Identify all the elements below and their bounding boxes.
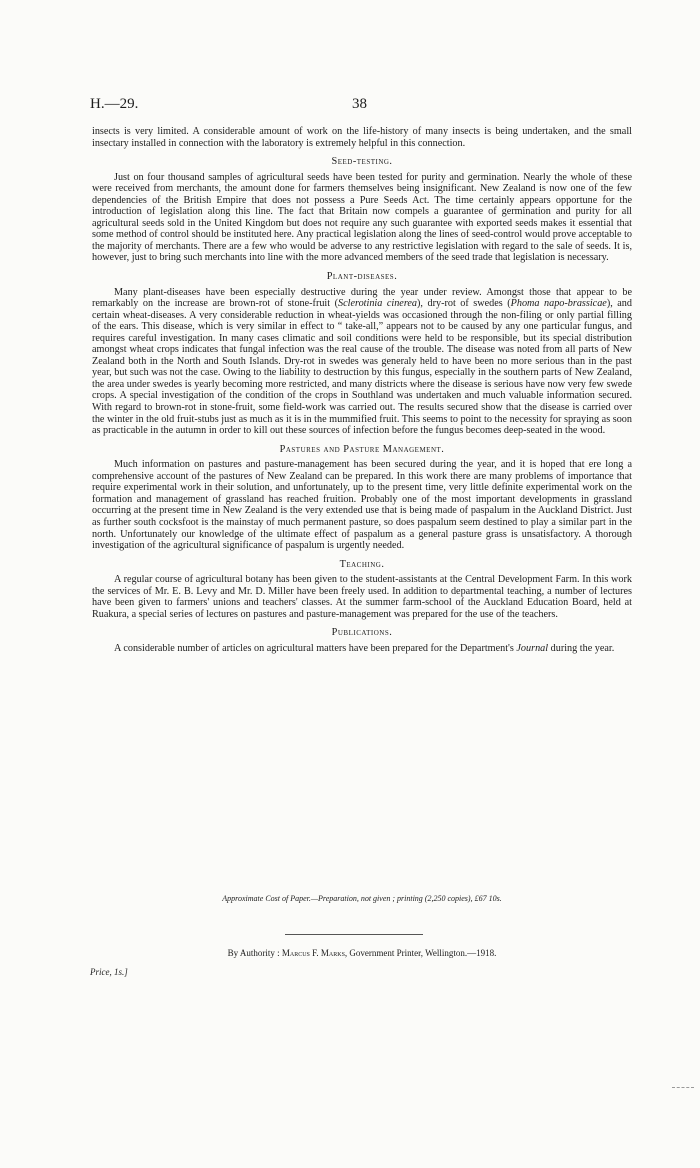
plant-diseases-text-2: ), dry-rot of swedes ( bbox=[417, 298, 511, 310]
sclerotinia-name: Sclerotinia cinerea bbox=[338, 298, 418, 310]
section-heading-plant-diseases: Plant-diseases. bbox=[326, 271, 398, 283]
page-header bbox=[90, 96, 630, 116]
scan-edge-mark bbox=[672, 1087, 694, 1088]
cost-text: —Preparation, not given ; printing (2,250 copies), £67 10s. bbox=[310, 894, 502, 903]
section-heading-publications: Publications. bbox=[331, 627, 393, 639]
publications-text-2: during the year. bbox=[548, 642, 615, 654]
intro-paragraph: insects is very limited. A considerable amount of work on the life-history of many insects is being undertaken, and the small insectary installed in connection with the laboratory is extremely helpful in this connection. bbox=[92, 126, 632, 149]
printer-name: Marcus F. Marks bbox=[281, 948, 345, 958]
section-heading-pastures: Pastures and Pasture Management. bbox=[279, 443, 445, 455]
page-number: 38 bbox=[352, 96, 367, 112]
plant-diseases-text-3: ), and certain wheat-diseases. A very considerable reduction in wheat-yields was occasioned through the non-filing or only partial filling of the ears. This disease, which is very similar in effect to “ take-all,” appears not to be caused by any one particular fungus, and requires careful investigation. In many cases climatic and soil conditions were held to be responsible, but its special distribution amongst wheat crops indicates that fungal infection was the real cause of the trouble. The disease was noted from all parts of New Zealand both in the North and South Islands. Dry-rot in swedes was generaly held to have been no more serious than in the past year, but such was not the case. Owing to the liability to destruction by this fungus, especially in the southern parts of New Zealand, the area under swedes is yearly becoming more restricted, and many districts where the disease is serious have now very few swede crops. A special investigation of the condition of the crops in Southland was undertaken and much valuable information secured. With regard to brown-rot in stone-fruit, some field-work was carried out. The results secured show that the disease is carried over the winter in the old fruit-stubs just as much as it is in the mummified fruit. This seems to point to the necessity for spraying as soon as practicable in the autumn in order to kill out these sources of infection before the fungus becomes deep-seated in the wood. bbox=[92, 298, 632, 437]
publications-text-1: A considerable number of articles on agricultural matters have been prepared for the Department's bbox=[114, 642, 517, 654]
section-heading-teaching: Teaching. bbox=[339, 558, 385, 570]
teaching-paragraph: A regular course of agricultural botany has been given to the student-assistants at the Central Development Farm. In this work the services of Mr. E. B. Levy and Mr. D. Miller have been freely used. In addition to departmental teaching, a number of lectures have been given to farmers' unions and teachers' classes. At the summer farm-school of the Auckland Education Board, held at Ruakura, a special series of lectures on pastures and pasture-management was prepared for the use of the teachers. bbox=[92, 574, 632, 620]
section-heading-seed-testing: Seed-testing. bbox=[331, 156, 393, 168]
pastures-paragraph: Much information on pastures and pasture-management has been secured during the year, and it is hoped that ere long a comprehensive account of the pastures of New Zealand can be prepared. In this work there are many problems of importance that require experimental work in their solution, and unfortunately, up to the present time, very little definite experimental work on the formation and management of grassland has reached fruition. Probably one of the most important developments in grassland occurring at the present time in New Zealand is the very extended use that is being made of paspalum in the Auckland District. Just as further south cocksfoot is the mainstay of much permanent pasture, so does paspalum seem destined to play a similar part in the north. Unfortunately our knowledge of the ultimate effect of paspalum as a general pasture grass is unsatisfactory. A thorough investigation of the agricultural significance of paspalum is urgently needed. bbox=[92, 459, 632, 552]
cost-of-paper-note bbox=[92, 894, 632, 903]
authority-prefix: By Authority : bbox=[227, 948, 280, 958]
journal-title: Journal bbox=[516, 642, 549, 654]
authority-suffix: , Government Printer, Wellington.—1918. bbox=[344, 948, 497, 958]
publications-paragraph bbox=[92, 643, 632, 655]
price-note: Price, 1s.] bbox=[90, 967, 128, 977]
plant-diseases-paragraph bbox=[92, 287, 632, 437]
printer-imprint bbox=[92, 948, 632, 958]
cost-label: Approximate Cost of Paper. bbox=[222, 894, 311, 903]
plant-diseases-text-1: Many plant-diseases have been especially destructive during the year under review. Amongst those that appear to be remarkably on the increase are brown-rot of stone-fruit ( bbox=[92, 286, 632, 310]
body-text bbox=[92, 126, 632, 654]
document-code: H.—29. bbox=[90, 96, 139, 112]
phoma-name: Phoma napo-brassicae bbox=[510, 298, 607, 310]
seed-testing-paragraph: Just on four thousand samples of agricultural seeds have been tested for purity and germination. Nearly the whole of these were received from merchants, the amount done for farmers themselves being insignificant. New Zealand is now one of the few dependencies of the British Empire that does not possess a Pure Seeds Act. The time certainly appears opportune for the introduction of legislation along this line. The fact that Britain now compels a guarantee of germination and purity for all agricultural seeds sold in the United Kingdom but does not require any such guarantee with exported seeds makes it essential that some method of control should be instituted here. Any practical legislation along the lines of seed-control would prove acceptable to the majority of merchants. There are a few who would be adverse to any restrictive legislation with regard to the sale of seeds. It is, however, just to bring such merchants into line with the more advanced members of the seed trade that legislation is necessary. bbox=[92, 171, 632, 264]
footer-rule bbox=[285, 934, 423, 935]
